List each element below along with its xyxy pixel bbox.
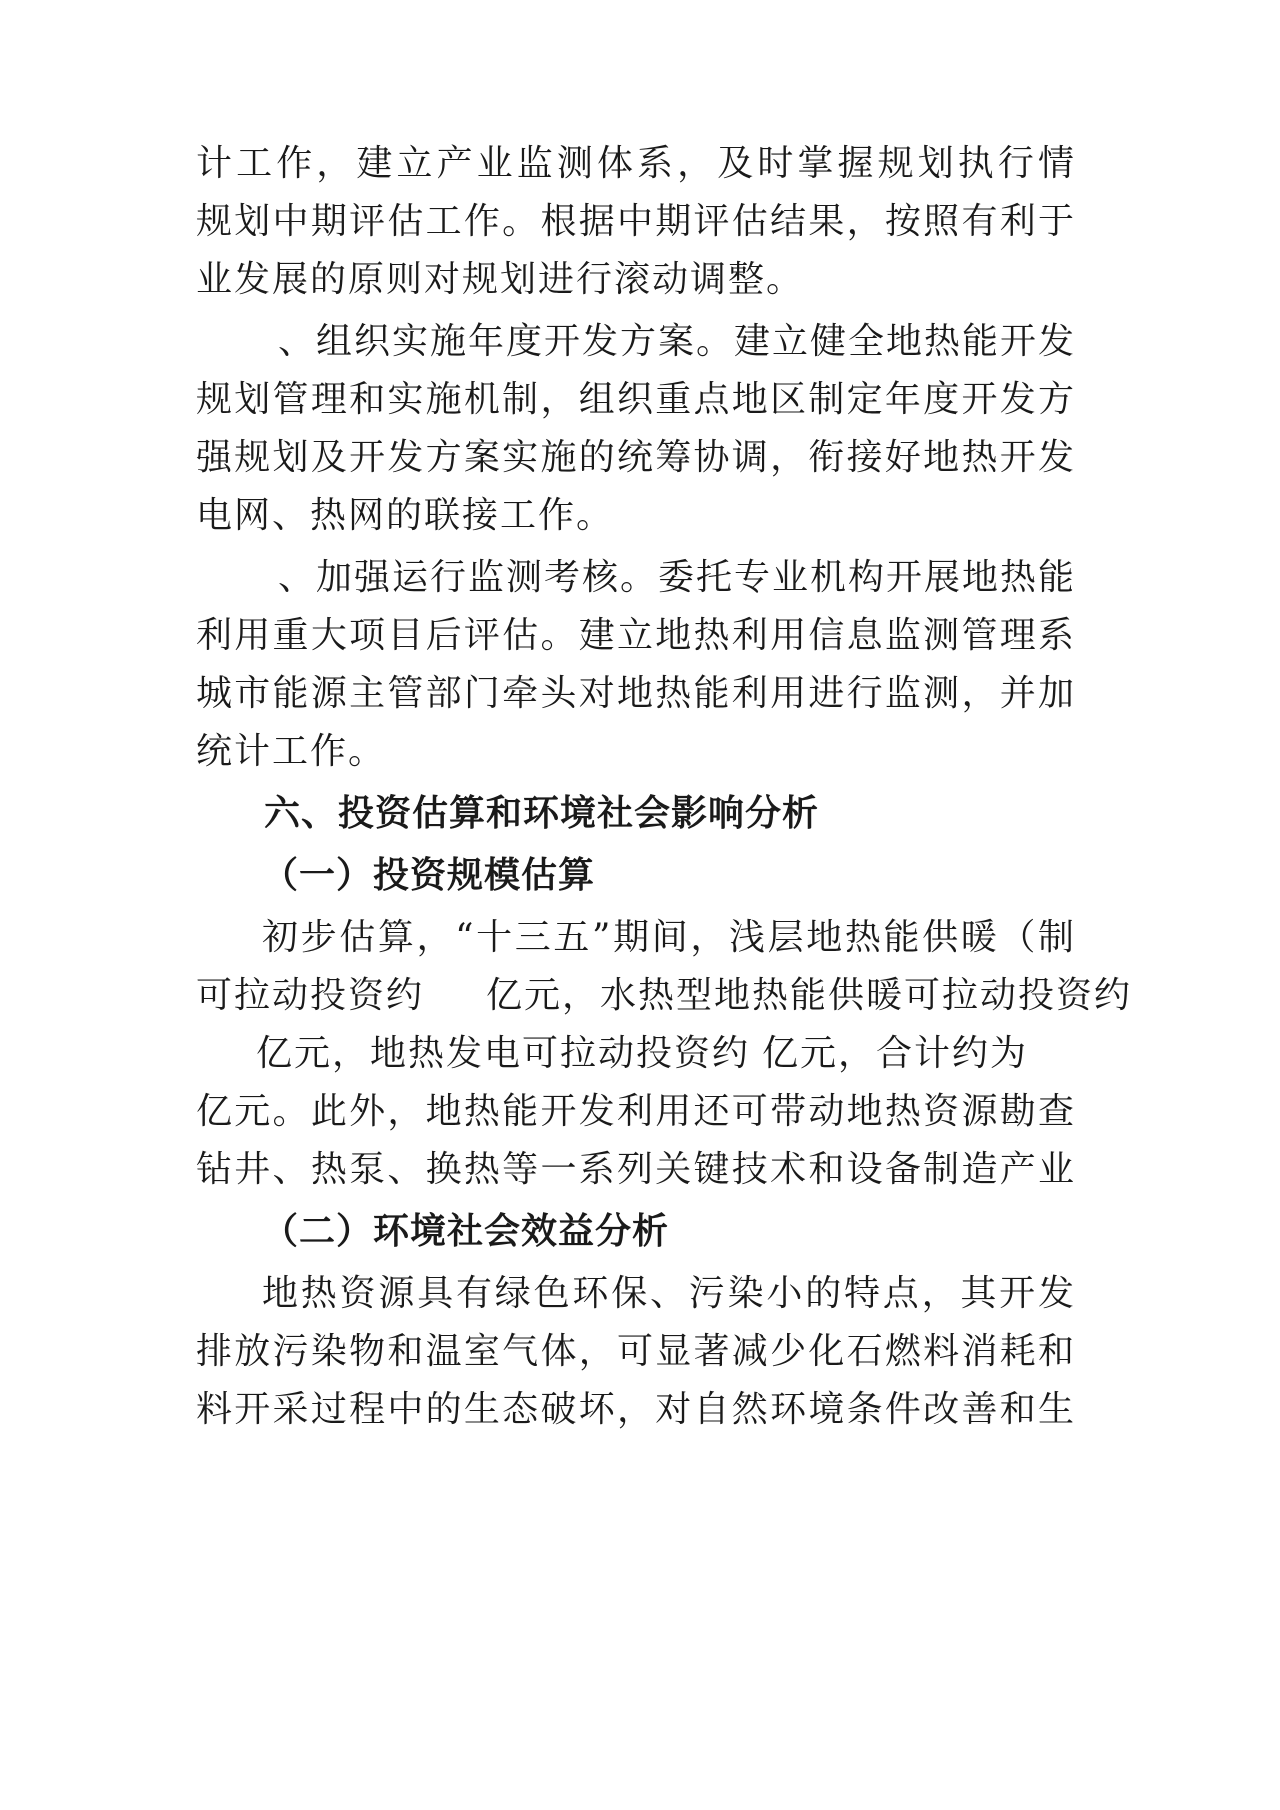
- paragraph-line: 电网、热网的联接工作。: [196, 495, 615, 536]
- paragraph-line: 业发展的原则对规划进行滚动调整。: [196, 259, 805, 300]
- paragraph-line: 、加强运行监测考核。委托专业机构开展地热能: [278, 557, 1076, 598]
- paragraph-line: 强规划及开发方案实施的统筹协调，衔接好地热开发: [196, 437, 1076, 478]
- paragraph-line: 地热资源具有绿色环保、污染小的特点，其开发: [262, 1273, 1076, 1314]
- paragraph-line: 初步估算，“十三五”期间，浅层地热能供暖（制: [262, 917, 1076, 958]
- paragraph-line: 亿元，水热型地热能供暖可拉动投资约: [486, 975, 1133, 1016]
- paragraph-line: 利用重大项目后评估。建立地热利用信息监测管理系: [196, 615, 1076, 656]
- paragraph-line: 统计工作。: [196, 731, 387, 772]
- paragraph-line: 计工作，建立产业监测体系，及时掌握规划执行情: [196, 143, 1076, 184]
- paragraph-line: 排放污染物和温室气体，可显著减少化石燃料消耗和: [196, 1331, 1076, 1372]
- paragraph-line: 规划管理和实施机制，组织重点地区制定年度开发方: [196, 379, 1076, 420]
- paragraph-line: 钻井、热泵、换热等一系列关键技术和设备制造产业: [196, 1149, 1076, 1190]
- paragraph-line: 亿元，地热发电可拉动投资约: [256, 1033, 751, 1074]
- paragraph-line: 可拉动投资约: [196, 975, 425, 1016]
- paragraph-line: 料开采过程中的生态破坏，对自然环境条件改善和生: [196, 1389, 1076, 1430]
- paragraph-line: 亿元。此外，地热能开发利用还可带动地热资源勘查: [196, 1091, 1076, 1132]
- paragraph-line: 城市能源主管部门牵头对地热能利用进行监测，并加: [196, 673, 1076, 714]
- paragraph-line: 亿元，合计约为: [762, 1033, 1029, 1074]
- paragraph-line: 规划中期评估工作。根据中期评估结果，按照有利于: [196, 201, 1076, 242]
- section-heading: 六、投资估算和环境社会影响分析: [264, 793, 820, 834]
- paragraph-line: 、组织实施年度开发方案。建立健全地热能开发: [278, 321, 1076, 362]
- subsection-heading: （一）投资规模估算: [262, 855, 596, 896]
- subsection-heading: （二）环境社会效益分析: [262, 1211, 670, 1252]
